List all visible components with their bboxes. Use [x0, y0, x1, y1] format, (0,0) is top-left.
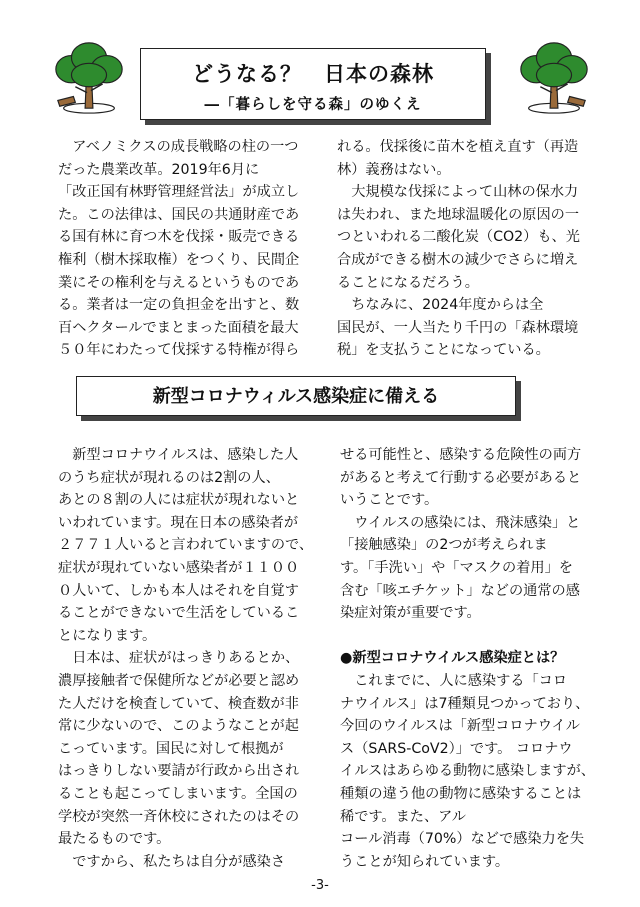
text-line: ちなみに、2024年度からは全 [337, 297, 544, 314]
text-line: ウイルスの感染には、飛沫感染」と [340, 514, 581, 531]
subsection-heading: ●新型コロナウイルス感染症とは？ [340, 650, 565, 667]
text-line: はっきりしない要請が行政から出され [58, 763, 300, 780]
text-line: 染症対策が重要です。 [340, 605, 481, 622]
title-box [140, 48, 486, 120]
text-line: いわれています。現在日本の感染者が [58, 514, 299, 531]
text-line: 含む「咳エチケット」などの通常の感 [340, 582, 580, 599]
text-line: こっています。国民に対して根拠が [58, 740, 284, 757]
text-line: は失われ、また地球温暖化の原因の一 [337, 206, 580, 223]
text-line: 今回のウイルスは「新型コロナウイル [340, 718, 580, 735]
text-line: だった農業改革。2019年6月に [58, 161, 260, 178]
page-number: -3- [311, 878, 329, 893]
text-line: 学校が突然一斉休校にされたのはその [58, 808, 300, 825]
text-line: れる。伐採後に苗木を植え直す（再造 [337, 139, 579, 155]
article2-left-column [58, 444, 326, 873]
text-line: あとの８割の人には症状が現れないと [58, 492, 300, 509]
text-line: 種類の違う他の動物に感染することは [340, 785, 582, 802]
text-line: これまでに、人に感染する「コロ [340, 672, 568, 689]
text-line: 「改正国有林野管理経営法」が成立し [58, 184, 300, 201]
text-line: る国有林に育つ木を伐採・販売できる [58, 229, 300, 246]
text-line: イルスはあらゆる動物に感染しますが、 [340, 763, 595, 780]
text-line: ですから、私たちは自分が感染さ [58, 853, 286, 870]
text-line: ス（SARS-CoV2）」です。 コロナウ [340, 740, 573, 757]
text-line: ることになるだろう。 [337, 274, 479, 291]
tree-icon [50, 38, 128, 116]
text-line: ５０年にわたって伐採する特権が得ら [58, 342, 300, 359]
text-line: とになります。 [58, 627, 157, 644]
text-line: 症状が現れていない感染者が１１００ [58, 559, 300, 576]
text-line: 税」を支払うことになっている。 [337, 342, 550, 359]
text-line: つといわれる二酸化炭（CO2）も、光 [337, 229, 580, 246]
text-line: ナウイルス」は7種類見つかっており、 [340, 695, 590, 712]
tree-icon [515, 38, 593, 116]
text-line: ることも起こってしまいます。全国の [58, 785, 298, 802]
text-line: のうち症状が現れるのは2割の人、 [58, 469, 280, 486]
text-line: 業にその権利を与えるというものであ [58, 274, 300, 291]
text-line: 最たるものです。 [58, 831, 171, 848]
text-line: せる可能性と、感染する危険性の両方 [340, 447, 582, 463]
text-line: ２７７１人いると言われていますので、 [58, 537, 314, 554]
page-title: どうなる？ 日本の森林 [192, 62, 434, 86]
blank-line [340, 625, 610, 648]
text-line: コール消毒（70%）などで感染力を失 [340, 831, 585, 848]
text-line: ０人いて、しかも本人はそれを自覚す [58, 582, 299, 599]
text-line: 合成ができる樹木の減少でさらに増え [337, 251, 579, 268]
text-line: うことが知られています。 [340, 853, 510, 870]
section-title: 新型コロナウィルス感染症に備える [152, 386, 440, 407]
text-line: いうことです。 [340, 492, 439, 509]
text-line: 国民が、一人当たり千円の「森林環境 [337, 319, 579, 336]
text-line: があると考えて行動する必要があると [340, 469, 582, 486]
text-line: 日本は、症状がはっきりあるとか、 [58, 650, 300, 667]
text-line: 権利（樹木採取権）をつくり、民間企 [58, 251, 300, 268]
text-line: 濃厚接触者で保健所などが必要と認め [58, 672, 300, 689]
article1-left-column [58, 136, 326, 362]
section-heading-box [76, 376, 516, 416]
text-line: た。この法律は、国民の共通財産であ [58, 206, 300, 223]
text-line: る。業者は一定の負担金を出すと、数 [58, 297, 300, 314]
article2-right-column [340, 444, 610, 873]
text-line: た人だけを検査していて、検査数が非 [58, 695, 299, 712]
text-line: 新型コロナウイルスは、感染した人 [58, 447, 299, 463]
text-line: 林）義務はない。 [337, 161, 451, 178]
text-line: 百ヘクタールでまとまった面積を最大 [58, 319, 299, 336]
text-line: ることができないで生活をしているこ [58, 605, 300, 622]
article1-right-column [337, 136, 607, 362]
text-line: 稀です。また、アル [340, 808, 466, 825]
text-line: す。「手洗い」や「マスクの着用」を [340, 559, 573, 576]
text-line: 常に少ないので、このようなことが起 [58, 718, 299, 735]
text-line: 「接触感染」の2つが考えられま [340, 537, 548, 554]
text-line: アベノミクスの成長戦略の柱の一つ [58, 139, 299, 155]
page-subtitle: ―「暮らしを守る森」のゆくえ [204, 97, 422, 113]
text-line: 大規模な伐採によって山林の保水力 [337, 184, 579, 201]
